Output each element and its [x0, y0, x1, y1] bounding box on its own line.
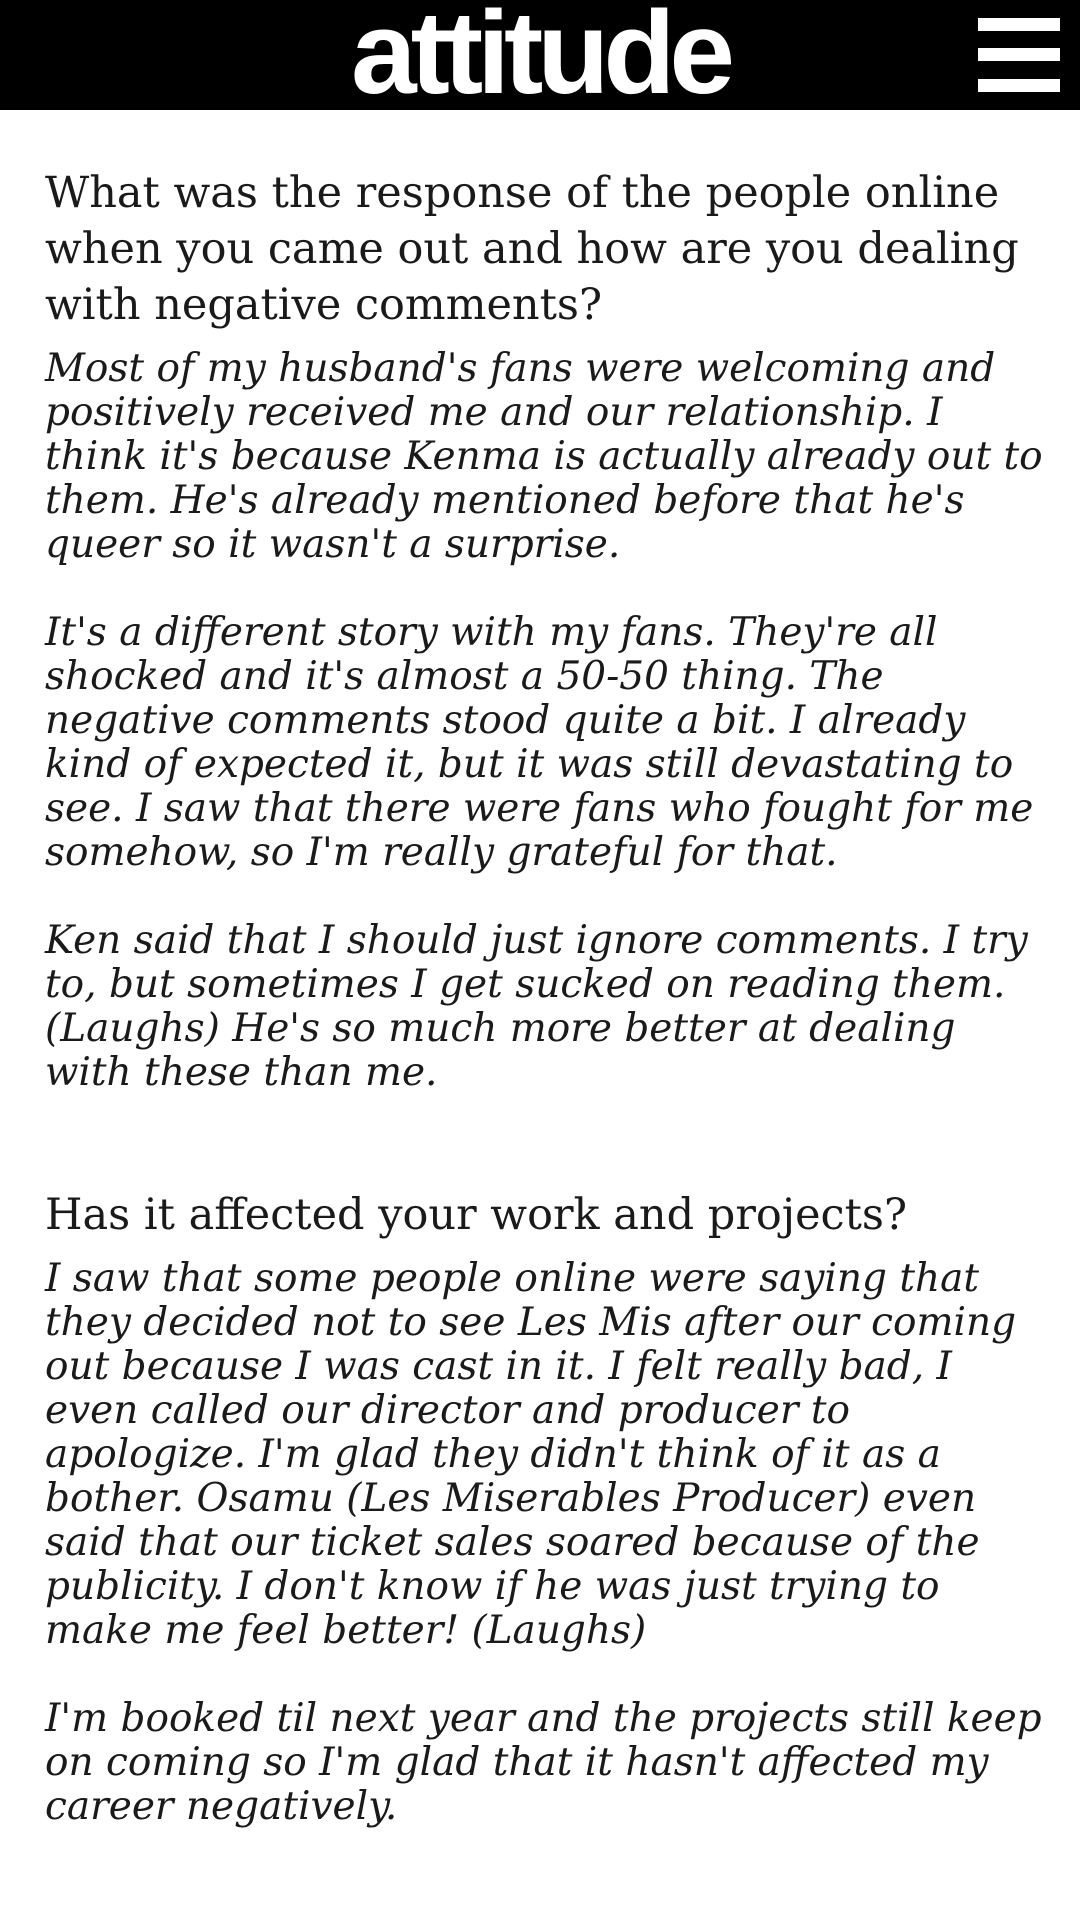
interview-question: Has it affected your work and projects? [45, 1190, 908, 1240]
interview-answer: Most of my husband's fans were welcoming and positively received me and our relationship. I think it's because Kenma is actually already out to them. He's already mentioned before that he's queer so it wasn't a surprise. [45, 346, 1043, 567]
interview-answer: I'm booked til next year and the projects still keep on coming so I'm glad that it hasn't affected my career negatively. [45, 1696, 1042, 1829]
site-logo[interactable]: attitude [350, 0, 730, 119]
interview-section-1 [45, 165, 1045, 1095]
menu-bar [978, 18, 1060, 31]
interview-question: What was the response of the people online when you came out and how are you dealing with negative comments? [45, 168, 1019, 330]
article-body [45, 165, 1045, 1873]
menu-bar [978, 48, 1060, 61]
interview-section-2 [45, 1187, 1045, 1829]
interview-answer: I saw that some people online were saying that they decided not to see Les Mis after our coming out because I was cast in it. I felt really bad, I even called our director and producer to apologize. I'm glad they didn't think of it as a bother. Osamu (Les Miserables Producer) even said that our ticket sales soared because of the publicity. I don't know if he was just trying to make me feel better! (Laughs) [45, 1256, 1017, 1653]
interview-answer: It's a different story with my fans. They're all shocked and it's almost a 50-50 thing. The negative comments stood quite a bit. I already kind of expected it, but it was still devastating to see. I saw that there were fans who fought for me somehow, so I'm really grateful for that. [45, 610, 1034, 875]
section-spacer [45, 1139, 1045, 1187]
interview-answer: Ken said that I should just ignore comments. I try to, but sometimes I get sucked on reading them. (Laughs) He's so much more better at dealing with these than me. [45, 918, 1028, 1095]
hamburger-menu-icon[interactable] [978, 18, 1060, 92]
menu-bar [978, 79, 1060, 92]
site-header [0, 0, 1080, 119]
